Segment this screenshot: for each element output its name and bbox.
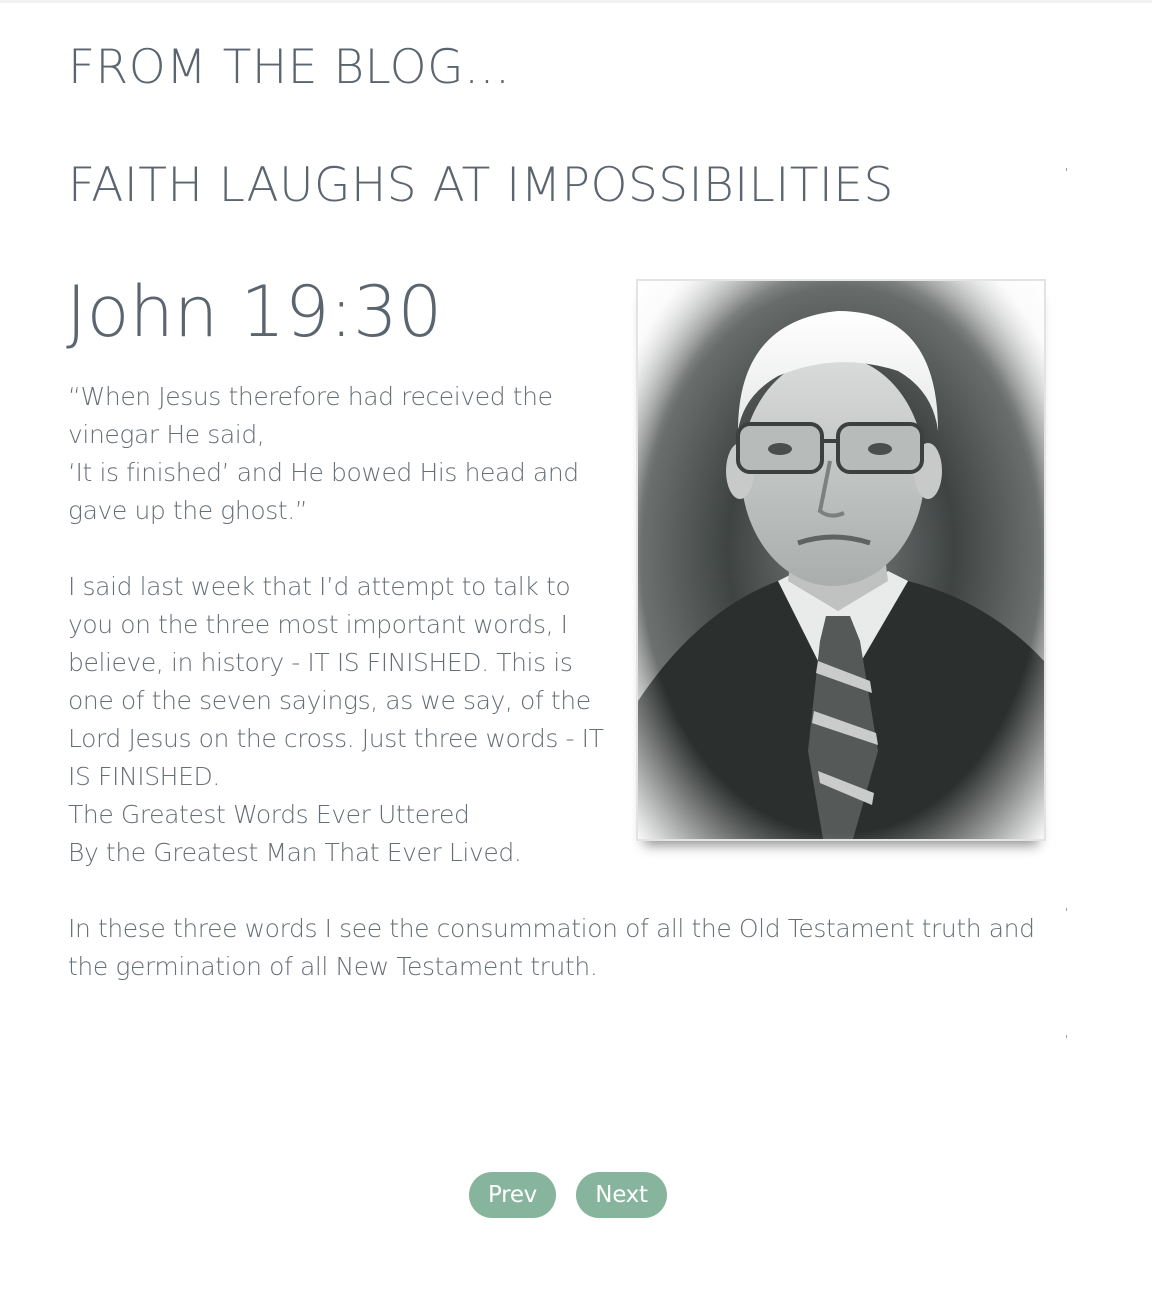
next-button[interactable]: Next (576, 1172, 667, 1218)
post-excerpt (68, 378, 613, 872)
portrait-photo-icon (638, 281, 1044, 839)
closing-paragraph-text: In these three words I see the consummation of all the Old Testament truth and the germination of all New Testament truth. (68, 914, 1035, 981)
post-title[interactable]: FAITH LAUGHS AT IMPOSSIBILITIES (68, 158, 894, 213)
verse-reference: John 19:30 (66, 271, 443, 353)
edge-marker (1066, 168, 1067, 171)
section-heading: FROM THE BLOG... (68, 40, 511, 95)
quote-line-2: ‘It is finished’ and He bowed His head and gave up the ghost.” (68, 458, 579, 525)
sermon-line-3: By the Greatest Man That Ever Lived. (68, 838, 522, 867)
edge-marker (1066, 908, 1067, 911)
prev-button[interactable]: Prev (469, 1172, 556, 1218)
edge-marker (1066, 1035, 1067, 1038)
closing-paragraph (68, 910, 1043, 986)
quote-line-1: “When Jesus therefore had received the vinegar He said, (68, 382, 553, 449)
sermon-line-2: The Greatest Words Ever Uttered (68, 800, 470, 829)
top-divider (0, 0, 1152, 3)
sermon-paragraph: I said last week that I’d attempt to talk to you on the three most important words, I believe, in history - IT IS FINISHED. This is one of the seven sayings, as we say, of the Lord Jesus on the cross. Just three words - IT IS FINISHED. (68, 572, 604, 791)
author-portrait (636, 279, 1046, 841)
